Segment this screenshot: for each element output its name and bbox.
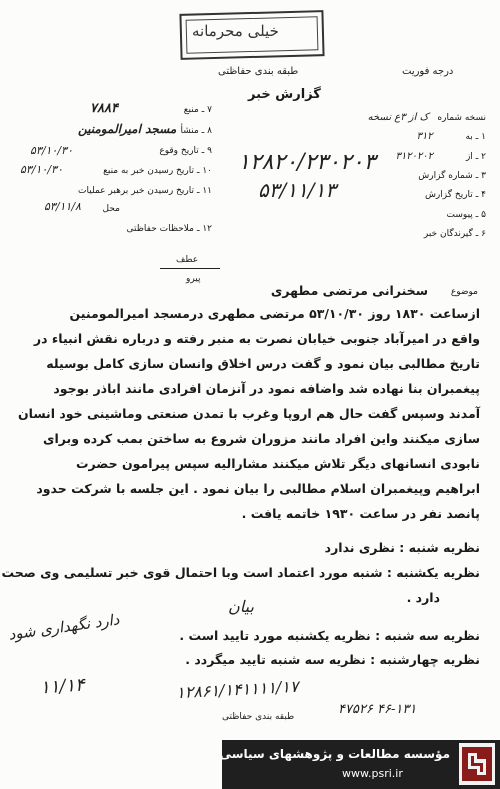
footer-org-name: مؤسسه مطالعات و پژوهشهای سیاسی <box>219 747 450 761</box>
peyro-label: پیرو <box>186 274 201 284</box>
body-line: پانصد نفر در ساعت ۱۹۳۰ خاتمه یافت . <box>241 506 480 521</box>
atf-divider <box>160 268 220 269</box>
opinion-value: شنبه مورد اعتماد است وبا احتمال قوی خبر تسلیمی وی صحت <box>1 565 383 580</box>
footer-url: www.psri.ir <box>342 767 403 780</box>
report-title: گزارش خبر <box>248 87 321 102</box>
body-line: آمدند وسپس گفت حال هم اروپا وغرب با تمدن صنعتی وماشینی خود انسان <box>17 406 480 421</box>
field-occurrence-date <box>159 146 212 156</box>
field-label: ۳ ـ شماره گزارش <box>418 171 486 181</box>
opinion-saturday <box>325 540 480 555</box>
classification-label: طبقه بندی حفاظتی <box>218 66 299 77</box>
field-value: ۳۱۲۰۲۰۲ <box>395 151 434 162</box>
body-line: ابراهیم وپیغمبران اسلام مطالبی را بیان نمود . این جلسه با شرکت حدود <box>36 481 480 496</box>
opinion-wednesday <box>185 652 480 667</box>
body-line: پیغمبران بنا نهاده شد واضافه نمود در آنزمان افرادی مانند اباذر بوجود <box>53 381 480 396</box>
opinion-label: نظریه چهارشنبه : <box>370 652 480 667</box>
source-value: ۷۸۸۴ <box>90 101 118 116</box>
field-label: ۵ ـ پیوست <box>446 210 486 220</box>
field-report-number <box>418 171 486 181</box>
opinion-label: نظریه یکشنبه : <box>386 565 480 580</box>
field-label: ۱ ـ به <box>465 132 486 142</box>
field-label: ۱۲ ـ ملاحظات حفاظتی <box>126 224 212 234</box>
field-copy-number <box>368 112 486 123</box>
handwritten-report-number: ۱۲۸۲۰/۲۳۰۲۰۳ <box>238 150 376 175</box>
field-attachment <box>447 210 486 220</box>
opinion-tuesday <box>179 628 480 643</box>
atf-label: عطف <box>176 255 199 265</box>
priority-label: درجه فوریت <box>402 66 454 77</box>
field-label: ۸ ـ منشأ <box>180 126 212 136</box>
field-recipients <box>424 229 486 239</box>
handwritten-code: ۴۷۵۲۶ ۴۶-۱۳۱ <box>338 702 417 717</box>
field-security-notes <box>127 224 212 234</box>
body-line: سازی میکنند واین افراد مانند مزوران شروع به ساختن بمب کرده وبرای <box>43 431 480 446</box>
field-value: ۳۱۲ <box>416 131 433 142</box>
source-received-date-value: ۵۳/۱۰/۳۰ <box>20 163 63 176</box>
field-label: نسخه شماره <box>437 113 486 123</box>
body-line: ازساعت ۱۸۳۰ روز ۵۳/۱۰/۳۰ مرتضی مطهری درمسجد امیرالمومنین <box>69 306 480 321</box>
occurrence-date-value: ۵۳/۱۰/۳۰ <box>30 144 73 157</box>
handwritten-bayan: بیان <box>228 597 254 616</box>
field-label: ۲ ـ از <box>465 152 486 162</box>
handwritten-margin-note: دارد نگهداری شود <box>7 610 121 644</box>
body-line: تاریخ مطالبی بیان نمود و گفت درس اخلاق وانسان سازی کامل بوسیله <box>46 356 480 371</box>
field-label: ۱۰ ـ تاریخ رسیدن خبر به منبع <box>103 166 212 176</box>
field-source <box>184 105 212 115</box>
location-date-value: ۵۳/۱۱/۸ <box>44 200 81 213</box>
opinion-label: نظریه شنبه : <box>399 540 480 555</box>
subject-label: موضوع <box>450 287 478 297</box>
field-source-received-date <box>103 166 212 176</box>
field-from <box>395 151 486 162</box>
field-label: ۶ ـ گیرندگان خبر <box>423 229 486 239</box>
opinion-sunday-cont: دارد . <box>406 590 440 605</box>
field-report-date <box>425 190 486 200</box>
logo-icon <box>459 743 495 785</box>
opinion-value: نظریه یکشنبه مورد تایید است . <box>179 628 371 643</box>
opinion-value: نظریه سه شنبه تایید میگردد . <box>185 652 366 667</box>
field-label: ۹ ـ تاریخ وقوع <box>159 146 212 156</box>
opinion-label: نظریه سه شنبه : <box>375 628 480 643</box>
field-location <box>103 204 120 214</box>
bottom-classification-label: طبقه بندی حفاظتی <box>222 712 295 722</box>
field-origin <box>180 126 212 136</box>
body-line: واقع در امیرآباد جنوبی خیابان نصرت به منبر رفته و درباره نقش انبیاء در <box>33 331 480 346</box>
subject-value: سخنرانی مرتضی مطهری <box>270 283 428 298</box>
body-line: نابودی انسانهای دیگر تلاش میکنند مشارالیه سپس پیرامون حضرت <box>75 456 480 471</box>
field-label: ۴ ـ تاریخ گزارش <box>424 190 486 200</box>
field-label: ۱۱ ـ تاریخ رسیدن خبر برهبر عملیات <box>78 186 212 196</box>
field-operations-received-date <box>78 186 212 196</box>
handwritten-signatures: ۱۲۸۶۱/۱۴۱۱۱۱/۱۷ <box>175 676 299 703</box>
stamp-text: خیلی محرمانه <box>192 22 279 40</box>
field-value: ک از ۳ع نسخه <box>367 112 429 123</box>
field-label: ۷ ـ منبع <box>183 105 212 115</box>
institute-logo <box>459 743 495 785</box>
field-to <box>416 131 486 142</box>
opinion-sunday <box>2 565 481 580</box>
origin-value: مسجد امیرالمومنین <box>78 122 177 136</box>
handwritten-margin-date: ۱۱/۱۴ <box>39 674 86 699</box>
field-label: محل <box>102 204 120 214</box>
handwritten-report-date: ۵۳/۱۱/۱۳ <box>258 178 336 202</box>
opinion-value: نظری ندارد <box>324 540 395 555</box>
